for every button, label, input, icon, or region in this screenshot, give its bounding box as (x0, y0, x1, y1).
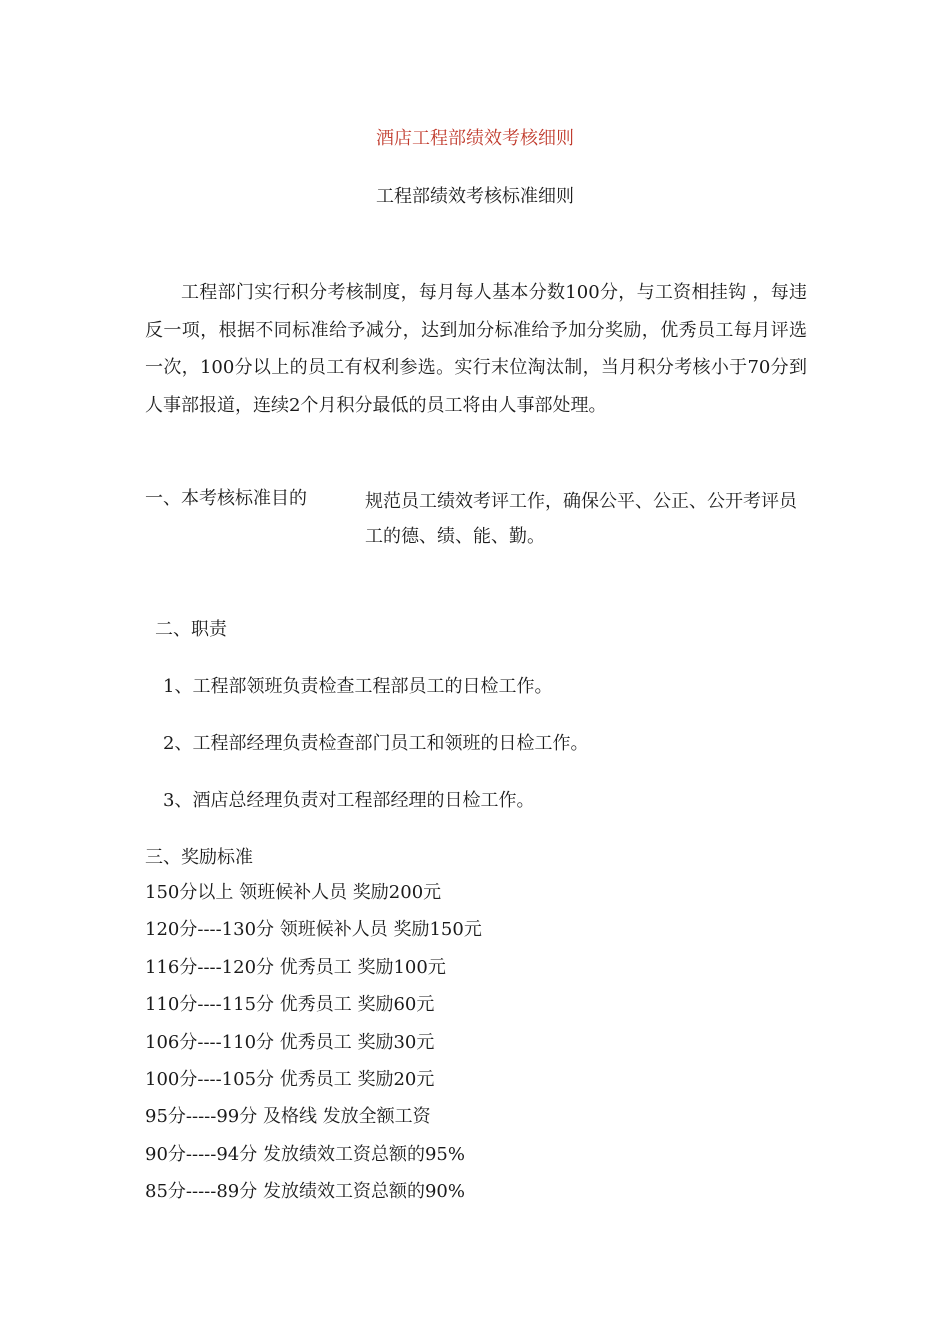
duty-item: 2、工程部经理负责检查部门员工和领班的日检工作。 (163, 733, 589, 754)
duty-item: 1、工程部领班负责检查工程部员工的日检工作。 (163, 676, 553, 697)
reward-item: 100分----105分 优秀员工 奖励20元 (145, 1068, 435, 1090)
reward-item: 150分以上 领班候补人员 奖励200元 (145, 882, 442, 903)
document-title: 酒店工程部绩效考核细则 (376, 128, 574, 149)
document-subtitle: 工程部绩效考核标准细则 (376, 186, 574, 207)
section-2-heading: 二、职责 (155, 619, 227, 640)
reward-list (145, 878, 482, 1215)
reward-item: 120分----130分 领班候补人员 奖励150元 (145, 919, 482, 941)
section-1-body: 规范员工绩效考评工作，确保公平、公正、公开考评员工的德、绩、能、勤。 (365, 491, 797, 547)
duty-item: 3、酒店总经理负责对工程部经理的日检工作。 (163, 790, 535, 811)
reward-item: 106分----110分 优秀员工 奖励30元 (145, 1031, 435, 1053)
section-3-heading: 三、奖励标准 (145, 847, 253, 868)
reward-item: 90分-----94分 发放绩效工资总额的95% (145, 1143, 465, 1165)
section-1-heading: 一、本考核标准目的 (145, 488, 307, 509)
reward-item: 116分----120分 优秀员工 奖励100元 (145, 956, 446, 978)
intro-paragraph: 工程部门实行积分考核制度，每月每人基本分数100分，与工资相挂钩 ，每违反一项，根据不同标准给予减分，达到加分标准给予加分奖励，优秀员工每月评选一次，100分以上的员工有权利参选。实行末位淘汰制，当月积分考核小于70分到人事部报道，连续2个月积分最低的员工将由人事部处理。 (145, 282, 807, 416)
reward-item: 95分-----99分 及格线 发放全额工资 (145, 1106, 431, 1128)
reward-item: 110分----115分 优秀员工 奖励60元 (145, 994, 435, 1016)
reward-item: 85分-----89分 发放绩效工资总额的90% (145, 1181, 465, 1203)
